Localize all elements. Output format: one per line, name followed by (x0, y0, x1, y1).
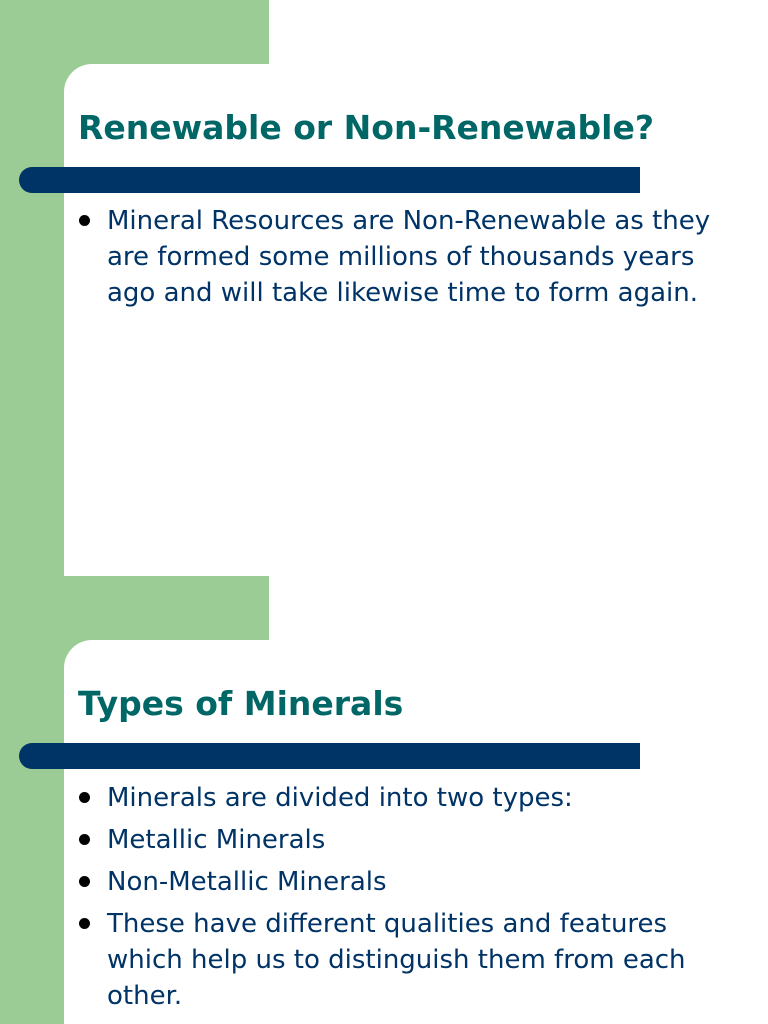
bullet-list (76, 780, 716, 1020)
bullet-text: Non-Metallic Minerals (107, 867, 387, 897)
bullet-item (76, 864, 716, 900)
bullet-text: Metallic Minerals (107, 825, 326, 855)
bullet-dot-icon (79, 215, 90, 226)
slide-title: Types of Minerals (78, 684, 404, 723)
slide-accent-side (0, 0, 64, 576)
bullet-dot-icon (79, 876, 90, 887)
slide-accent-side (0, 576, 64, 1024)
bullet-text: Mineral Resources are Non-Renewable as they are formed some millions of thousands years ago and will take likewise time to form again. (107, 206, 711, 308)
bullet-text: Minerals are divided into two types: (107, 783, 573, 813)
title-underline-bar (19, 167, 640, 193)
slide-title: Renewable or Non-Renewable? (78, 108, 655, 147)
bullet-text: These have different qualities and features which help us to distinguish them from each other. (107, 909, 686, 1011)
slide-types-of-minerals (0, 576, 768, 1024)
title-underline-bar (19, 743, 640, 769)
bullet-dot-icon (79, 834, 90, 845)
bullet-item (76, 906, 716, 1014)
bullet-dot-icon (79, 918, 90, 929)
bullet-item (76, 822, 716, 858)
bullet-dot-icon (79, 792, 90, 803)
bullet-item (76, 203, 716, 311)
bullet-item (76, 780, 716, 816)
bullet-list (76, 203, 716, 317)
